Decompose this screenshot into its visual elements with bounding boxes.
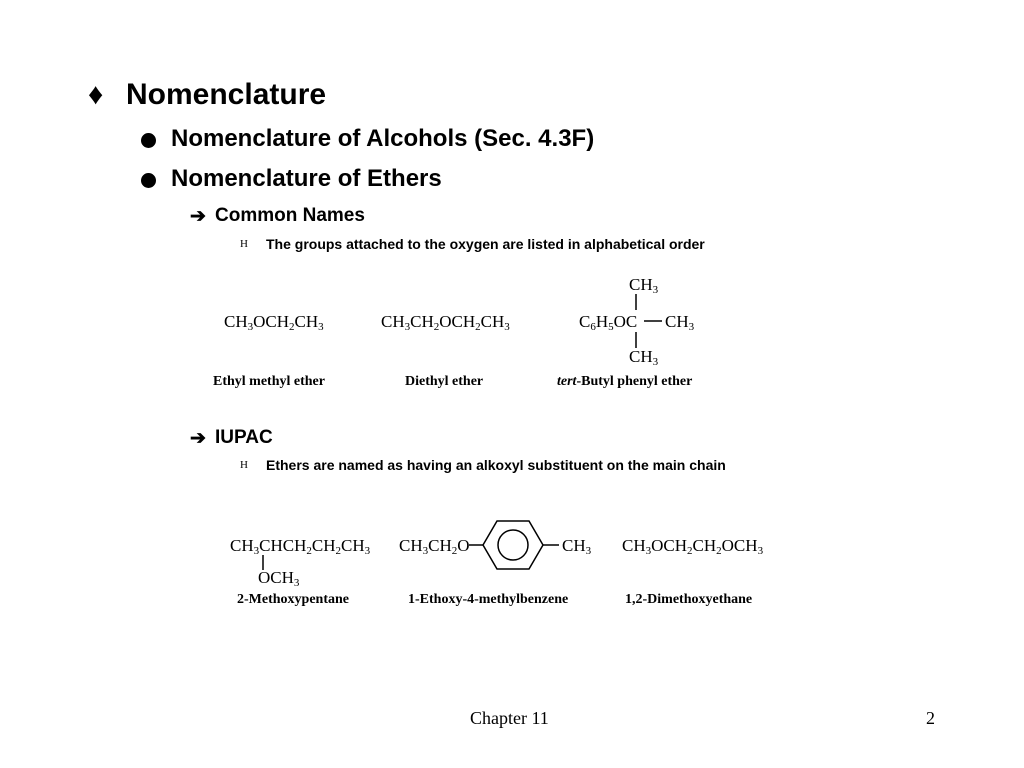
benzene-ring [465, 514, 565, 574]
arrow-icon: ➔ [190, 206, 206, 227]
alcohols-heading: Nomenclature of Alcohols (Sec. 4.3F) [171, 125, 595, 152]
formula-tbu-bottom-ch3: $CH_3$ [629, 347, 659, 368]
formula-methoxy-substituent: $OCH_3$ [258, 568, 300, 589]
small-bullet-icon: H [240, 459, 248, 471]
formula-diethyl-ether: $CH_3CH_2OCH_2CH_3$ [381, 312, 510, 333]
iupac-point: Ethers are named as having an alkoxyl substituent on the main chain [266, 457, 726, 473]
arrow-icon: ➔ [190, 428, 206, 449]
caption-tert-butyl-phenyl-ether: tert-Butyl phenyl ether [557, 374, 693, 389]
formula-ethyl-methyl-ether: $CH_3OCH_2CH_3$ [224, 312, 324, 333]
caption-1-2-dimethoxyethane: 1,2-Dimethoxyethane [625, 592, 753, 607]
caption-1-ethoxy-4-methylbenzene: 1-Ethoxy-4-methylbenzene [408, 592, 569, 607]
formula-ring-methyl: $CH_3$ [562, 536, 592, 557]
formula-ethoxy-group: $CH_3CH_2O$ [399, 536, 470, 557]
bullet-dot-icon [141, 133, 156, 148]
bullet-dot-icon [141, 173, 156, 188]
ethers-heading: Nomenclature of Ethers [171, 165, 442, 192]
common-names-point: The groups attached to the oxygen are listed in alphabetical order [266, 236, 705, 252]
common-names-heading: Common Names [215, 205, 365, 226]
heading-bullet-icon: ♦ [88, 78, 104, 111]
footer-page-number: 2 [926, 708, 935, 728]
iupac-heading: IUPAC [215, 427, 273, 448]
small-bullet-icon: H [240, 238, 248, 250]
formula-tbu-center: $C_6H_5OC$ [579, 312, 638, 333]
formula-tbu-right-ch3: $CH_3$ [665, 312, 695, 333]
heading-title: Nomenclature [126, 78, 327, 111]
formula-tbu-top-ch3: $CH_3$ [629, 275, 659, 296]
caption-ethyl-methyl-ether: Ethyl methyl ether [213, 374, 325, 389]
caption-2-methoxypentane: 2-Methoxypentane [237, 592, 349, 607]
tbu-bonds [600, 290, 680, 368]
formula-2-methoxypentane: $CH_3CHCH_2CH_2CH_3$ [230, 536, 371, 557]
caption-diethyl-ether: Diethyl ether [405, 374, 484, 389]
footer-chapter: Chapter 11 [470, 708, 549, 728]
formula-dimethoxyethane: $CH_3OCH_2CH_2OCH_3$ [622, 536, 764, 557]
